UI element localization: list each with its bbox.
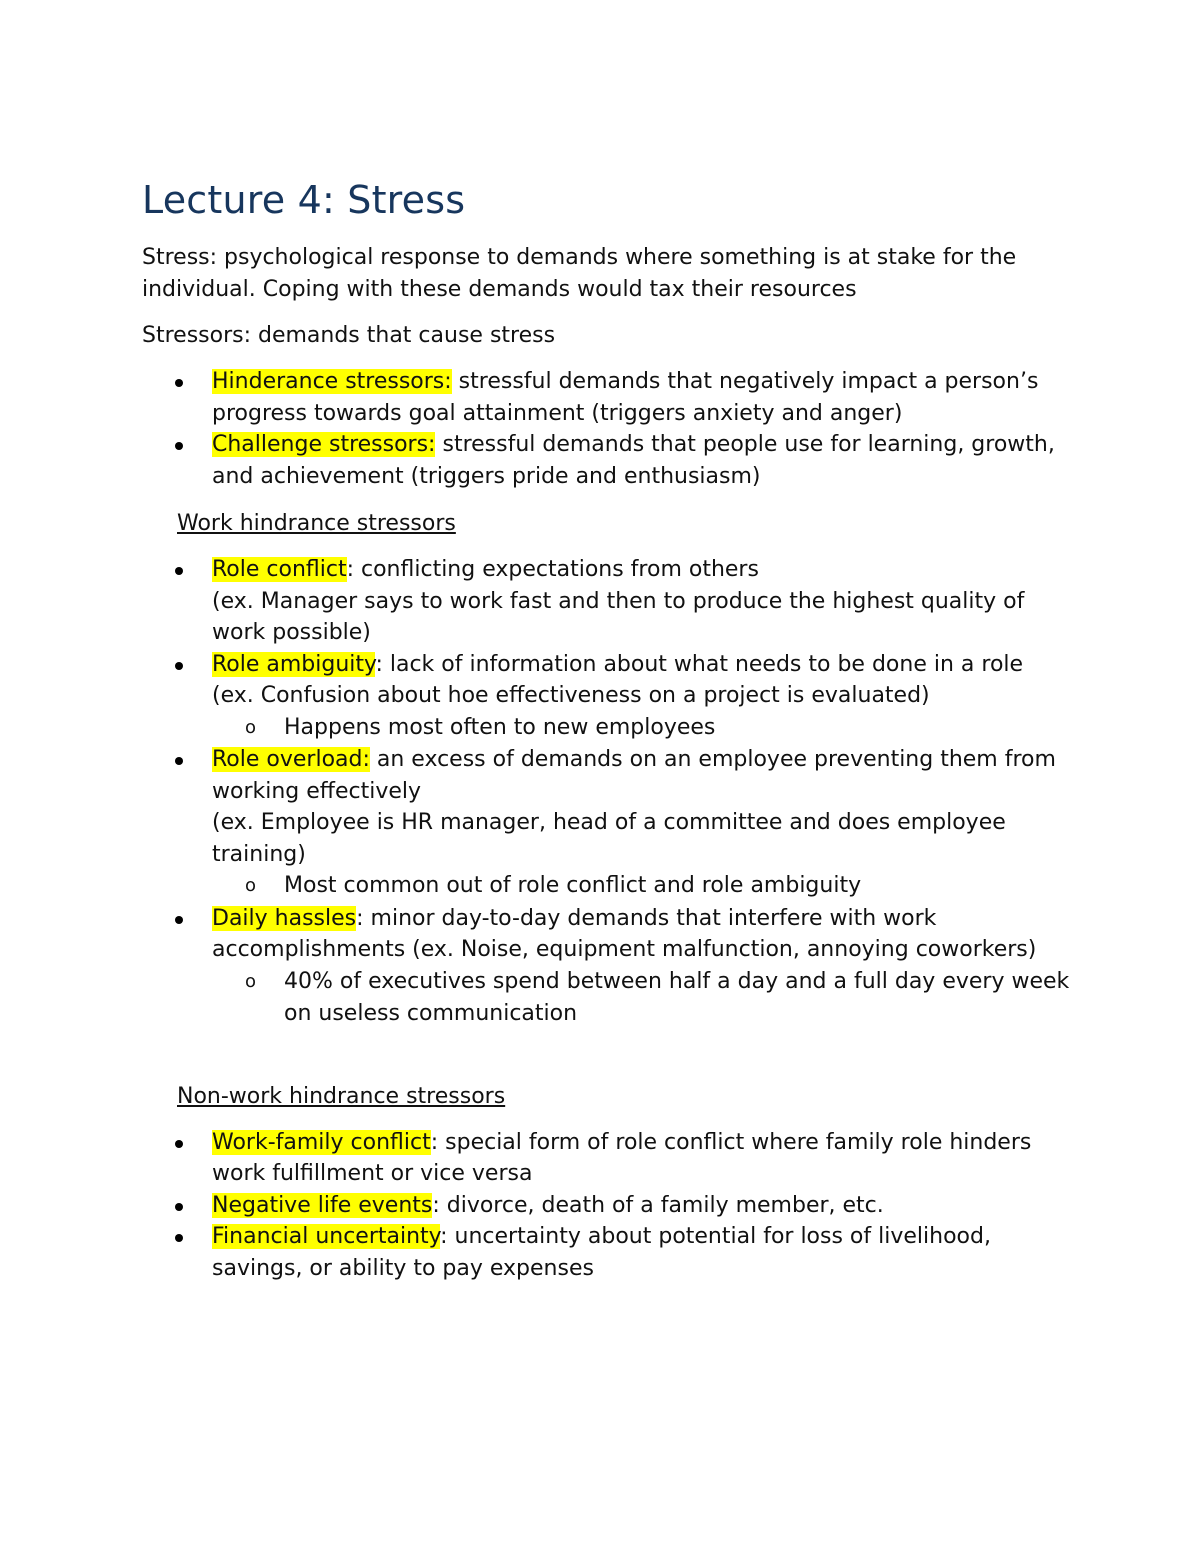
- bullet-icon: [175, 567, 183, 575]
- section-spacer: [142, 1047, 1072, 1081]
- item-text: : conflicting expectations from others: [346, 557, 759, 582]
- bullet-icon: [175, 1203, 183, 1211]
- highlighted-term: Role ambiguity: [212, 651, 376, 677]
- highlighted-term: Daily hassles: [212, 905, 357, 931]
- circle-bullet-icon: o: [245, 970, 257, 992]
- bullet-icon: [175, 916, 183, 924]
- item-text: stressful demands that negatively impact a person’s progress towards goal attainment (triggers anxiety and anger): [212, 369, 1039, 426]
- item-text: : uncertainty about potential for loss of livelihood, savings, or ability to pay expenses: [212, 1224, 991, 1281]
- list-item: [142, 1190, 1072, 1222]
- example-text: (ex. Employee is HR manager, head of a committee and does employee training): [212, 810, 1006, 867]
- sub-list: [212, 966, 1072, 1031]
- highlighted-term: Role conflict: [212, 557, 347, 582]
- bullet-icon: [175, 379, 183, 387]
- nonwork-stressors-list: [142, 1127, 1072, 1285]
- highlighted-term: Financial uncertainty: [212, 1224, 441, 1249]
- document-page: [142, 172, 1072, 1300]
- list-item: [142, 554, 1072, 649]
- work-stressors-list: [142, 554, 1072, 1031]
- sub-item-text: Most common out of role conflict and role ambiguity: [284, 873, 862, 898]
- bullet-icon: [175, 757, 183, 765]
- circle-bullet-icon: o: [245, 875, 257, 896]
- item-text: stressful demands that people use for learning, growth, and achievement (triggers pride and enthusiasm): [212, 432, 1055, 489]
- bullet-icon: [175, 442, 183, 450]
- page-title: Lecture 4: Stress: [142, 178, 466, 222]
- item-text: : divorce, death of a family member, etc.: [432, 1192, 884, 1218]
- list-item: [142, 429, 1072, 492]
- work-section-heading: Work hindrance stressors: [177, 511, 456, 536]
- example-text: (ex. Manager says to work fast and then to produce the highest quality of work possible): [212, 588, 1025, 645]
- stressors-definition: Stressors: demands that cause stress: [142, 323, 556, 348]
- sub-item-text: Happens most often to new employees: [284, 714, 716, 740]
- item-text: : special form of role conflict where family role hinders work fulfillment or vice versa: [212, 1129, 1032, 1186]
- stress-definition: Stress: psychological response to demands where something is at stake for the individual. Coping with these demands would tax their resources: [142, 245, 1017, 302]
- bullet-icon: [175, 1140, 183, 1148]
- sub-item-text: 40% of executives spend between half a day and a full day every week on useless communication: [284, 968, 1070, 1026]
- item-text: : minor day-to-day demands that interfere with work accomplishments (ex. Noise, equipment malfunction, annoying coworkers): [212, 905, 1037, 962]
- example-text: (ex. Confusion about hoe effectiveness on a project is evaluated): [212, 683, 930, 708]
- sub-list-item: [212, 712, 1072, 745]
- list-item: [142, 1221, 1072, 1284]
- circle-bullet-icon: o: [245, 716, 257, 738]
- sub-list-item: [212, 966, 1072, 1031]
- highlighted-term: Challenge stressors:: [212, 432, 436, 457]
- sub-list: [212, 870, 1072, 903]
- highlighted-term: Work-family conflict: [212, 1129, 431, 1155]
- stressor-types-list: [142, 366, 1072, 492]
- list-item: [142, 649, 1072, 745]
- bullet-icon: [175, 1234, 183, 1242]
- bullet-icon: [175, 662, 183, 670]
- list-item: [142, 744, 1072, 903]
- highlighted-term: Negative life events: [212, 1192, 433, 1218]
- highlighted-term: Role overload:: [212, 747, 370, 772]
- sub-list: [212, 712, 1072, 745]
- item-text: an excess of demands on an employee preventing them from working effectively: [212, 747, 1056, 804]
- list-item: [142, 903, 1072, 1031]
- item-text: : lack of information about what needs to be done in a role: [375, 651, 1024, 677]
- sub-list-item: [212, 870, 1072, 903]
- highlighted-term: Hinderance stressors:: [212, 369, 452, 394]
- nonwork-section-heading: Non-work hindrance stressors: [177, 1083, 506, 1109]
- list-item: [142, 1127, 1072, 1190]
- list-item: [142, 366, 1072, 429]
